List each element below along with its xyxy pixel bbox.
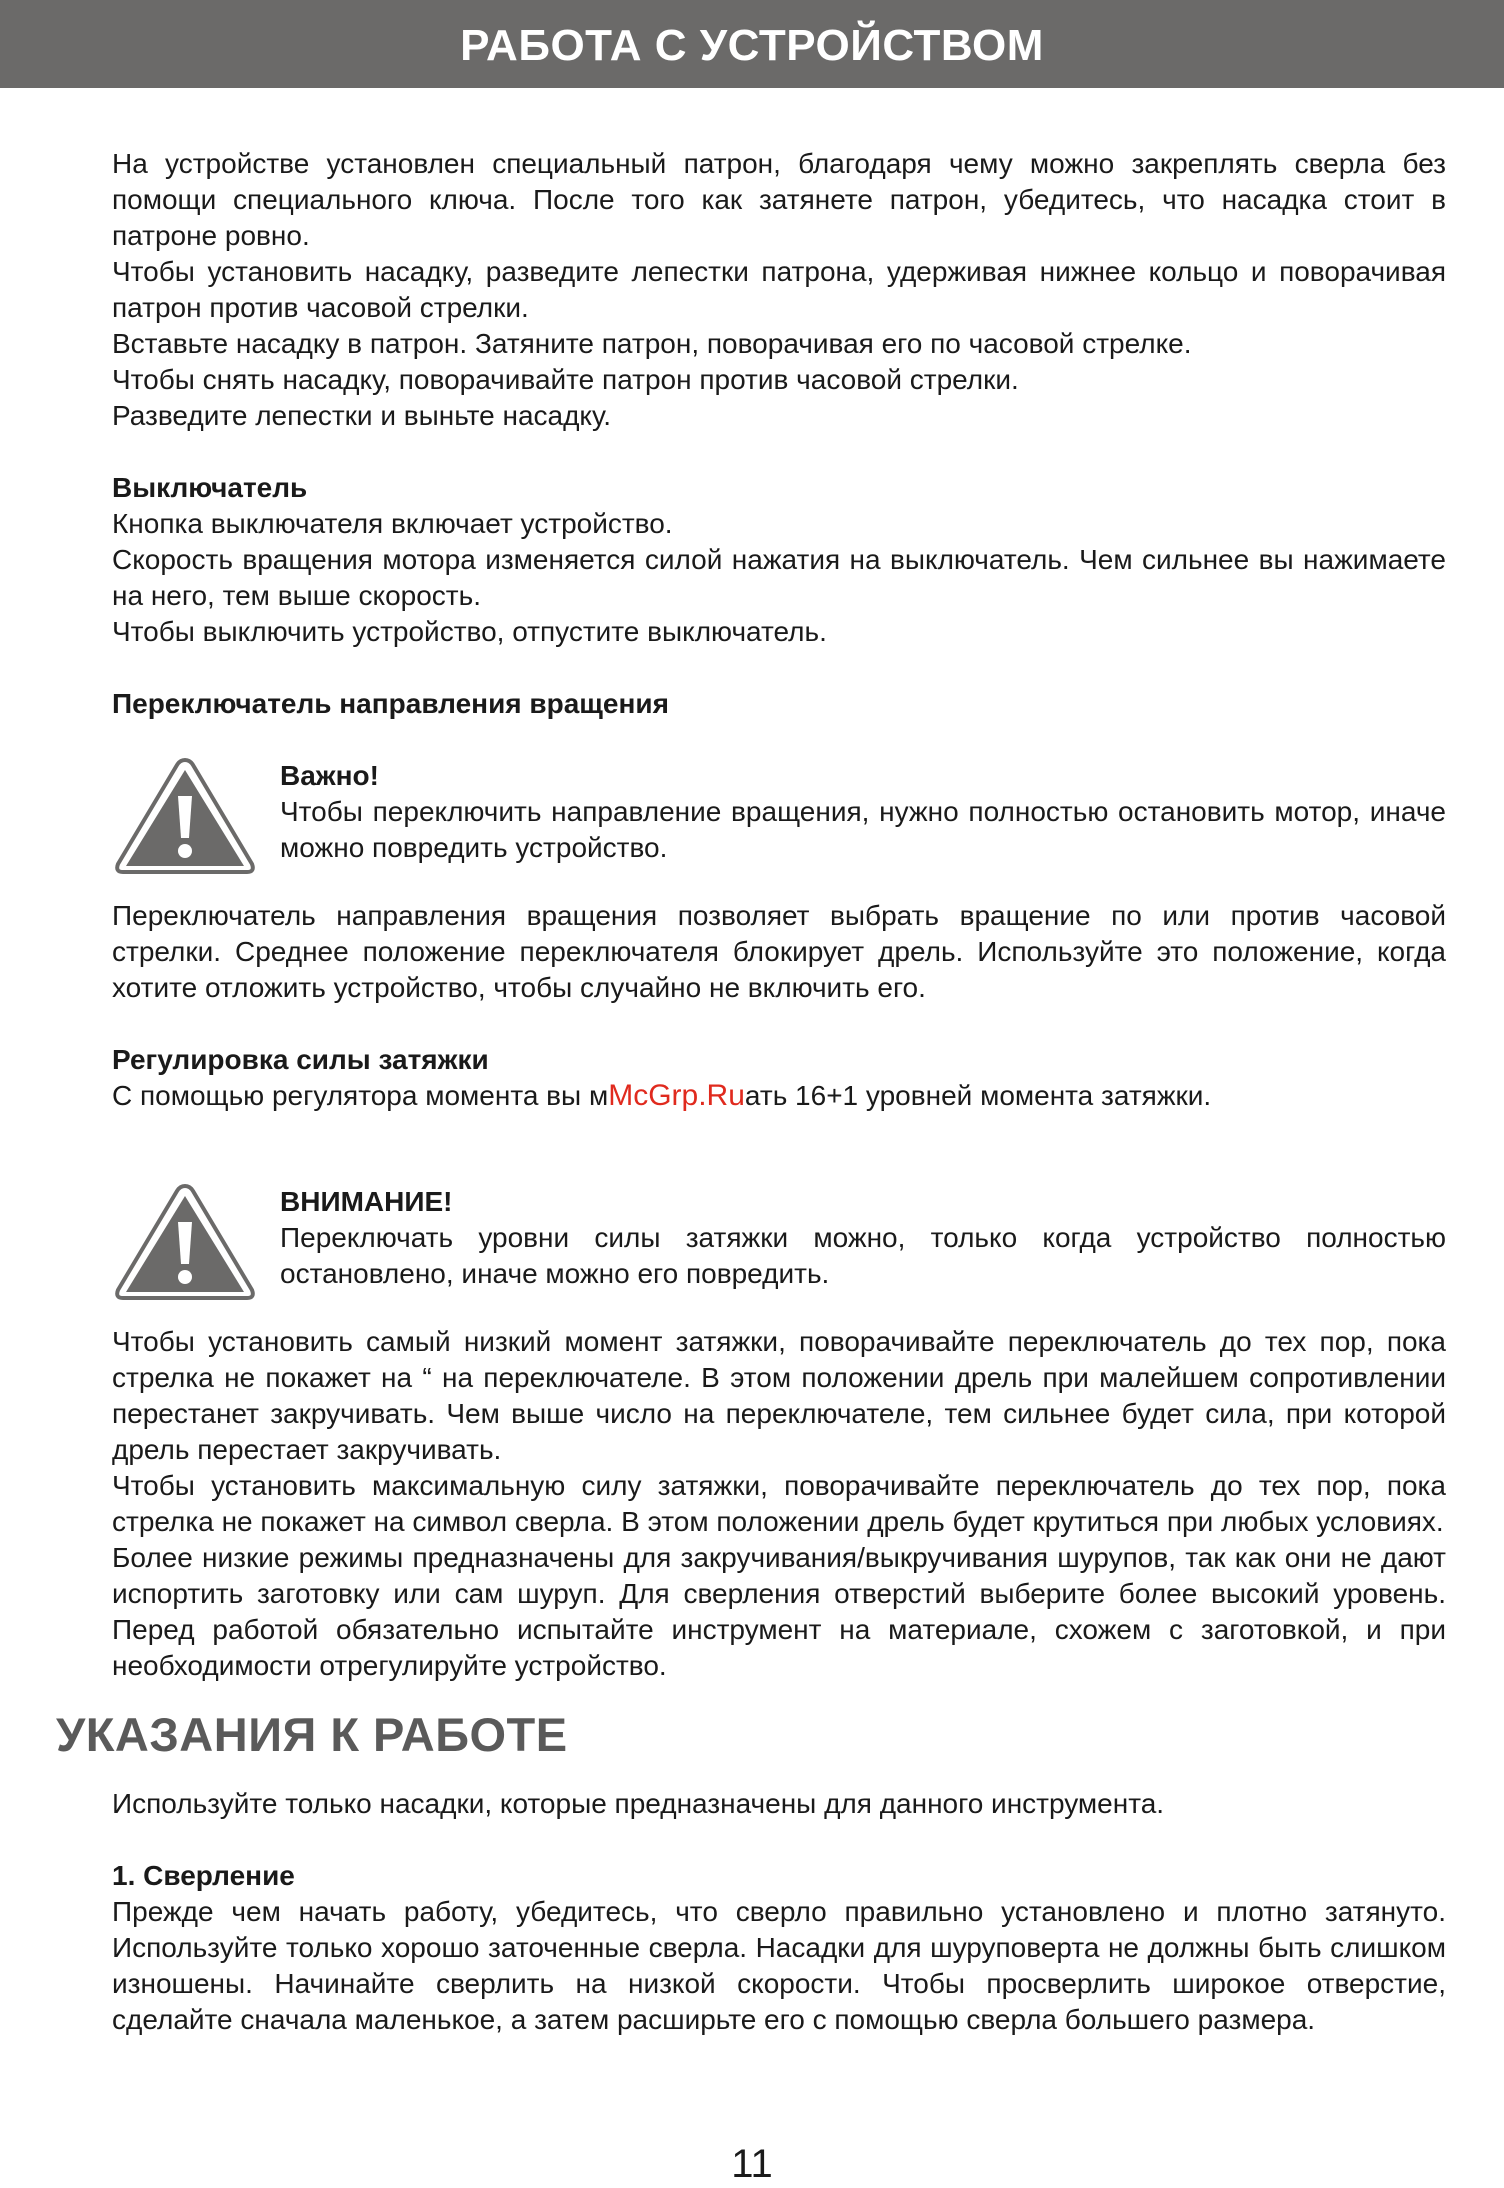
switch-paragraph-1: Кнопка выключателя включает устройство.	[112, 508, 673, 539]
torque-warning-title: ВНИМАНИЕ!	[280, 1186, 453, 1217]
header-bar	[0, 0, 1504, 88]
switch-paragraph-3: Чтобы выключить устройство, отпустите выключатель.	[112, 616, 827, 647]
drilling-paragraph: Прежде чем начать работу, убедитесь, что сверло правильно установлено и плотно затянуто. Используйте только хорошо заточенные сверла. Насадки для шуруповерта не должны быть слишком изношены. Начинайте сверлить на низкой скорости. Чтобы просверлить широкое отверстие, сделайте сначала маленькое, а затем расширьте его с помощью сверла большего размера.	[112, 1896, 1446, 2035]
torque-paragraph-3: Чтобы установить максимальную силу затяжки, поворачивайте переключатель до тех пор, пока стрелка не покажет на символ сверла. В этом положении дрель будет крутиться при любых условиях.	[112, 1470, 1446, 1537]
intro-paragraph-4: Чтобы снять насадку, поворачивайте патрон против часовой стрелки.	[112, 364, 1019, 395]
intro-paragraph-2: Чтобы установить насадку, разведите лепестки патрона, удерживая нижнее кольцо и поворачивая патрон против часовой стрелки.	[112, 256, 1446, 323]
drilling-heading: 1. Сверление	[112, 1860, 295, 1891]
direction-warning-text: Чтобы переключить направление вращения, нужно полностью остановить мотор, иначе можно повредить устройство.	[280, 796, 1446, 863]
torque-warning-text: Переключать уровни силы затяжки можно, только когда устройство полностью остановлено, иначе можно его повредить.	[280, 1222, 1446, 1289]
intro-paragraph-1: На устройстве установлен специальный патрон, благодаря чему можно закреплять сверла без помощи специального ключа. После того как затянете патрон, убедитесь, что насадка стоит в патроне ровно.	[112, 148, 1446, 251]
page-number: 11	[731, 2142, 773, 2186]
torque-text-before: С помощью регулятора момента вы м	[112, 1080, 609, 1111]
torque-paragraph-4: Более низкие режимы предназначены для закручивания/выкручивания шурупов, так как они не дают испортить заготовку или сам шуруп. Для сверления отверстий выберите более высокий уровень. Перед работой обязательно испытайте инструмент на материале, схожем с заготовкой, и при необходимости отрегулируйте устройство.	[112, 1542, 1446, 1681]
switch-heading: Выключатель	[112, 472, 308, 503]
direction-heading: Переключатель направления вращения	[112, 688, 669, 719]
page-content	[56, 146, 1446, 2038]
torque-paragraph-2: Чтобы установить самый низкий момент затяжки, поворачивайте переключатель до тех пор, пока стрелка не покажет на “ на переключателе. В этом положении дрель при малейшем сопротивлении перестанет закручивать. Чем выше число на переключателе, тем сильнее будет сила, при которой дрель перестает закручивать.	[112, 1326, 1446, 1465]
guidelines-section-title: УКАЗАНИЯ К РАБОТЕ	[56, 1708, 568, 1761]
direction-paragraph: Переключатель направления вращения позволяет выбрать вращение по или против часовой стрелки. Среднее положение переключателя блокирует дрель. Используйте это положение, когда хотите отложить устройство, чтобы случайно не включить его.	[112, 900, 1446, 1003]
direction-warning-block	[112, 754, 1446, 878]
intro-paragraph-3: Вставьте насадку в патрон. Затяните патрон, поворачивая его по часовой стрелке.	[112, 328, 1192, 359]
torque-warning-block	[112, 1180, 1446, 1304]
warning-triangle-icon	[112, 1180, 258, 1304]
torque-paragraph-1	[112, 1078, 1446, 1114]
torque-text-after: ать 16+1 уровней момента затяжки.	[744, 1080, 1212, 1111]
intro-paragraph-5: Разведите лепестки и выньте насадку.	[112, 400, 611, 431]
switch-paragraph-2: Скорость вращения мотора изменяется силой нажатия на выключатель. Чем сильнее вы нажимаете на него, тем выше скорость.	[112, 544, 1446, 611]
warning-triangle-icon	[112, 754, 258, 878]
direction-warning-title: Важно!	[280, 760, 379, 791]
page-header-title: РАБОТА С УСТРОЙСТВОМ	[460, 21, 1044, 70]
guidelines-intro: Используйте только насадки, которые предназначены для данного инструмента.	[112, 1788, 1165, 1819]
torque-heading: Регулировка силы затяжки	[112, 1044, 489, 1075]
watermark-logo: McGrp.Ru	[608, 1079, 745, 1112]
